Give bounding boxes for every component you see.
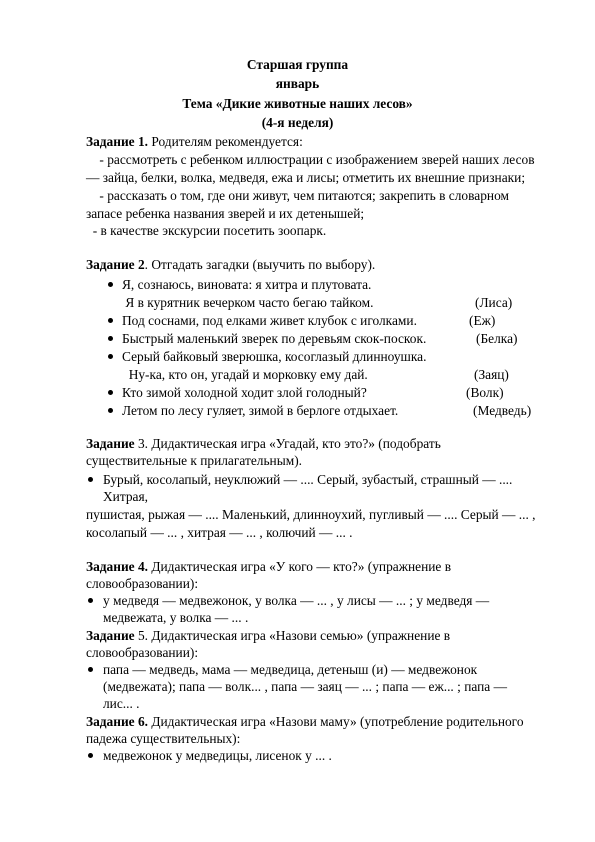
task5-line: папа — медведь, мама — медведица, детеныш (и) — медвежонок [103,662,478,677]
task3-line: Хитрая, [103,489,148,504]
task3-heading [86,435,441,452]
task1-heading [86,133,303,150]
task5-intro-line: словообразовании): [86,645,199,660]
task5-line: лис... . [103,696,140,711]
riddle-answer: (Лиса) [475,295,513,310]
bullet-icon [108,336,113,341]
bullet-icon [108,282,113,287]
task3-line: косолапый — ... , хитрая — ... , колючий — ... . [86,525,353,540]
bullet-icon [108,354,113,359]
task6-heading [86,713,524,730]
task4-label: Задание 4. [86,559,148,574]
riddle-answer: (Медведь) [473,403,532,418]
task3-intro-line: существительные к прилагательным). [86,453,302,468]
task4-intro: Дидактическая игра «У кого — кто?» (упражнение в [148,559,452,574]
task5-line: (медвежата); папа — волк... , папа — заяц — ... ; папа — еж... ; папа — [103,679,507,694]
theme-title: Тема «Дикие животные наших лесов» [182,96,413,111]
bullet-icon [108,318,113,323]
riddle-line: Кто зимой холодной ходит злой голодный? [122,385,367,400]
bullet-icon [108,408,113,413]
riddle-line: Летом по лесу гуляет, зимой в берлоге отдыхает. [122,403,399,418]
riddle-line: Серый байковый зверюшка, косоглазый длинноушка. [122,349,427,364]
riddle-line: Я, сознаюсь, виновата: я хитра и плутовата. [122,277,372,292]
task5-heading [86,627,450,644]
task1-line: - рассмотреть с ребенком иллюстрации с изображением зверей наших лесов [86,152,535,167]
task5-intro: 5. Дидактическая игра «Назови семью» (упражнение в [134,628,451,643]
riddle-answer: (Заяц) [474,367,509,382]
task5-label: Задание [86,628,135,643]
riddle-answer: (Волк) [466,385,504,400]
task4-heading [86,558,451,575]
task1-label: Задание 1. [86,134,148,149]
riddle-answer: (Еж) [469,313,496,328]
task1-line: - рассказать о том, где они живут, чем питаются; закрепить в словарном [86,188,509,203]
task2-intro: . Отгадать загадки (выучить по выбору). [144,257,376,272]
task4-intro-line: словообразовании): [86,576,199,591]
task4-line: у медведя — медвежонок, у волка — ... , у лисы — ... ; у медведя — [103,593,490,608]
riddle-line: Я в курятник вечерком часто бегаю тайком. [122,295,374,310]
task3-line: пушистая, рыжая — .... Маленький, длинноухий, пугливый — .... Серый — ... , [86,507,536,522]
task3-label: Задание [86,436,135,451]
task6-line: медвежонок у медведицы, лисенок у ... . [103,748,332,763]
bullet-icon [88,753,93,758]
task6-label: Задание 6. [86,714,148,729]
task3-line: Бурый, косолапый, неуклюжий — .... Серый, зубастый, страшный — .... [103,472,513,487]
month-title: январь [275,76,320,91]
bullet-icon [88,477,93,482]
task1-line: — зайца, белки, волка, медведя, ежа и лисы; отметить их внешние признаки; [86,170,526,185]
bullet-icon [88,667,93,672]
task4-line: медвежата, у волка — ... . [103,610,249,625]
week-title: (4-я неделя) [261,115,334,130]
task6-intro: Дидактическая игра «Назови маму» (употребление родительного [148,714,524,729]
riddle-line: Ну-ка, кто он, угадай и морковку ему дай. [122,367,368,382]
task2-label: Задание 2 [86,257,145,272]
bullet-icon [88,598,93,603]
task1-line: запасе ребенка названия зверей и их детенышей; [86,206,365,221]
riddle-line: Под соснами, под елками живет клубок с иголками. [122,313,417,328]
task2-heading [86,256,375,273]
bullet-icon [108,390,113,395]
riddle-line: Быстрый маленький зверек по деревьям скок-поскок. [122,331,427,346]
task6-intro-line: падежа существительных): [86,731,241,746]
task3-intro: 3. Дидактическая игра «Угадай, кто это?» (подобрать [134,436,441,451]
riddle-answer: (Белка) [476,331,518,346]
task1-line: - в качестве экскурсии посетить зоопарк. [86,223,327,238]
group-title: Старшая группа [246,57,349,72]
task1-intro: Родителям рекомендуется: [148,134,303,149]
